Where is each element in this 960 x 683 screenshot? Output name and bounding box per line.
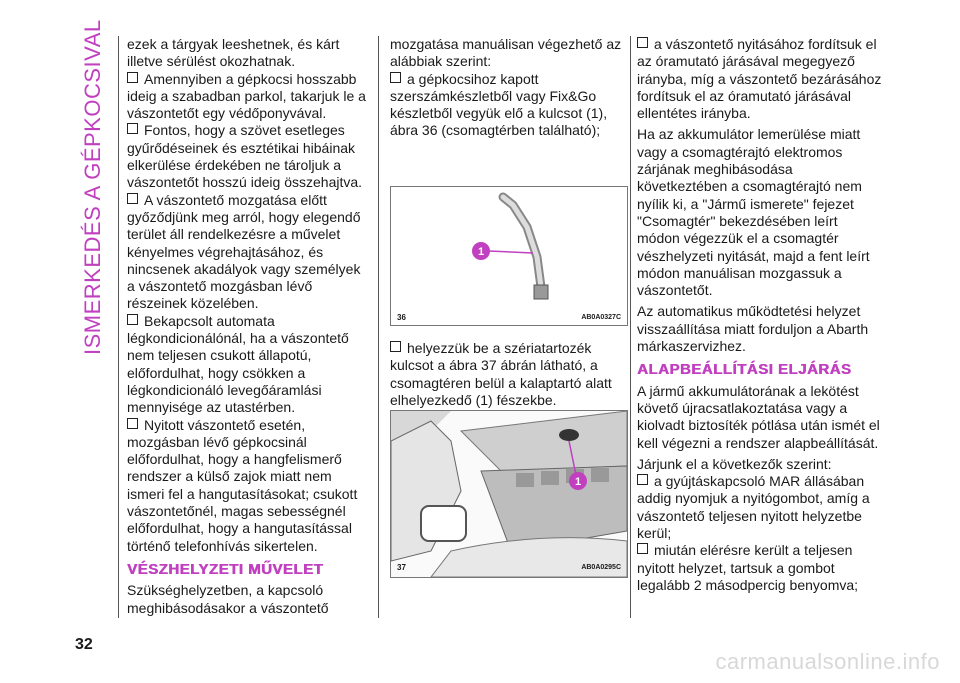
bullet-paragraph — [127, 122, 367, 191]
column-divider — [630, 36, 631, 618]
bullet-box-icon — [127, 193, 138, 204]
paragraph: Az automatikus működtetési helyzet visszaállítása miatt forduljon a Abarth márkaszervizhez. — [637, 303, 869, 355]
section-heading: ALAPBEÁLLÍTÁSI ELJÁRÁS — [637, 361, 852, 379]
paragraph: Szükséghelyzetben, a kapcsoló meghibásodásakor a vászontető — [127, 582, 329, 616]
paragraph-text: Amennyiben a gépkocsi hosszabb ideig a szabadban parkol, takarjuk le a vászontetőt egy védőponyvával. — [127, 70, 366, 122]
figure-number: 37 — [397, 563, 406, 572]
figure-code: AB0A0327C — [581, 314, 621, 321]
chapter-title-vertical: ISMERKEDÉS A GÉPKOCSIVAL — [80, 19, 105, 355]
paragraph-text: Fontos, hogy a szövet esetleges gyűrődéseinek és esztétikai hibáinak elkerülése érdekében ne tároljuk a vászontetőt hosszú ideig összehajtva. — [127, 122, 363, 191]
bullet-box-icon — [127, 314, 138, 325]
paragraph: Ha az akkumulátor lemerülése miatt vagy a csomagtérajtó elektromos zárjának meghibásodása következtében a csomagtérajtó nem nyílik ki, a "Jármű ismerete" fejezet "Csomagtér" bekezdésében leírt módon végezzük el a csomagtér vészhelyzeti nyitását, majd a fent leírt módon manuálisan mozgassuk a vászontetőt. — [637, 126, 870, 299]
paragraph-text: a gyújtáskapcsoló MAR állásában addig nyomjuk a nyitógombot, amíg a vászontető teljesen nyitott helyzetbe kerül; — [637, 473, 870, 542]
paragraph-text: Nyitott vászontető esetén, mozgásban lévő gépkocsinál előfordulhat, hogy a hangfelismerő rendszer a külső zajok miatt nem ismeri fel a hangutasításokat; csukott vászontetőnél, magas sebességnél előfordulhat, hogy a hangutasítással történő telefonhívás sikertelen. — [127, 416, 358, 554]
watermark: carmanualsonline.info — [715, 649, 940, 674]
bullet-paragraph — [127, 417, 367, 555]
paragraph-text: helyezzük be a szériatartozék kulcsot a ábra 37 ábrán látható, a csomagtéren belül a kalaptartó alatt elhelyezkedő (1) fészekbe. — [390, 340, 612, 408]
text-column-3 — [637, 36, 882, 594]
bullet-paragraph — [390, 71, 628, 140]
figure-36-tool-key — [390, 186, 628, 326]
paragraph-text: a vászontető nyitásához fordítsuk el az óramutató járásával megegyező irányba, míg a vászontető bezárásához fordítsuk el az óramutató járásával ellentétes irányba. — [637, 36, 882, 122]
text-column-1 — [127, 36, 367, 617]
bullet-box-icon — [127, 72, 138, 83]
trunk-illustration — [391, 411, 627, 577]
bullet-paragraph — [637, 542, 882, 594]
paragraph: A jármű akkumulátorának a lekötést követő újracsatlakoztatása vagy a kiolvadt biztosíték pótlása után ismét el kell végezni a rendszer alapbeállítását. — [637, 382, 880, 451]
text-column-2-cont — [390, 340, 628, 409]
bullet-box-icon — [127, 123, 138, 134]
figure-number: 36 — [397, 313, 406, 322]
paragraph-text: Bekapcsolt automata légkondicionálónál, ha a vászontető nem teljesen csukott állapotú, előfordulhat, hogy csökken a légkondicionáló levegőáramlási mennyisége az utastérben. — [127, 312, 349, 416]
column-divider — [378, 36, 379, 618]
paragraph: ezek a tárgyak leeshetnek, és kárt illetve sérülést okozhatnak. — [127, 36, 340, 70]
bullet-box-icon — [390, 72, 401, 83]
bullet-paragraph — [637, 473, 882, 542]
callout-number: 1 — [574, 476, 582, 488]
bullet-box-icon — [637, 37, 648, 48]
figure-37-trunk — [390, 410, 628, 578]
paragraph-text: miután elérésre került a teljesen nyitott helyzet, tartsuk a gombot legalább 2 másodpercig benyomva; — [637, 542, 859, 593]
figure-code: AB0A0295C — [581, 564, 621, 571]
page-number: 32 — [75, 636, 93, 653]
paragraph: Járjunk el a következők szerint: — [637, 455, 832, 472]
bullet-paragraph — [390, 340, 628, 409]
key-illustration — [391, 187, 627, 325]
callout-number: 1 — [477, 246, 485, 258]
chapter-divider — [118, 36, 119, 618]
bullet-box-icon — [127, 418, 138, 429]
section-heading: VÉSZHELYZETI MŰVELET — [127, 560, 324, 578]
paragraph-text: A vászontető mozgatása előtt győződjünk meg arról, hogy elegendő terület áll rendelkezésre a művelet kényelmes végrehajtásához, és nincsenek akadályok vagy személyek a vászontető mozgásban lévő részeinek közelében. — [127, 191, 361, 312]
bullet-box-icon — [390, 341, 401, 352]
bullet-box-icon — [637, 474, 648, 485]
bullet-paragraph — [127, 71, 367, 123]
paragraph: mozgatása manuálisan végezhető az alábbiak szerint: — [390, 36, 622, 70]
bullet-paragraph — [637, 36, 882, 122]
bullet-box-icon — [637, 543, 648, 554]
paragraph-text: a gépkocsihoz kapott szerszámkészletből vagy Fix&Go készletből vegyük elő a kulcsot (1), ábra 36 (csomagtérben található); — [390, 70, 608, 139]
bullet-paragraph — [127, 313, 367, 417]
bullet-paragraph — [127, 192, 367, 313]
text-column-2 — [390, 36, 628, 140]
